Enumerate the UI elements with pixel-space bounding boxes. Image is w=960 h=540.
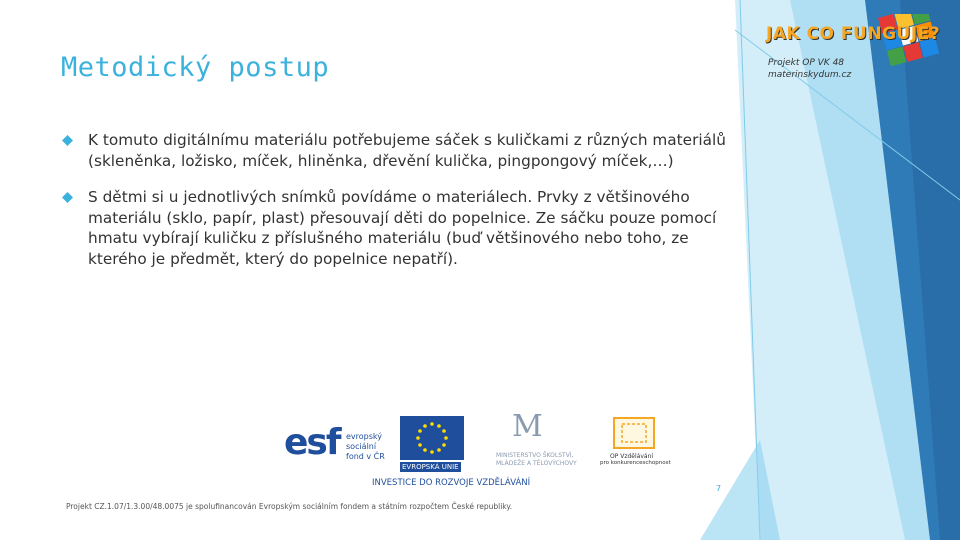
jak-co-funguje-logo — [760, 14, 950, 84]
jak-headline: JAK CO FUNGUJE? — [766, 24, 941, 44]
msmt-logo — [494, 409, 577, 472]
jak-line2: materinskydum.cz — [768, 70, 852, 80]
diamond-bullet-icon — [62, 135, 73, 146]
op-square-icon — [612, 416, 656, 450]
bullet-list — [62, 130, 732, 286]
bullet-item — [62, 187, 732, 269]
msmt-text1: MINISTERSTVO ŠKOLSTVÍ, — [496, 452, 574, 459]
esf-text2: sociální — [346, 442, 377, 451]
esf-logo — [284, 416, 394, 476]
investice-banner: INVESTICE DO ROZVOJE VZDĚLÁVÁNÍ — [372, 478, 531, 488]
msmt-text2: MLÁDEŽE A TĚLOVÝCHOVY — [496, 460, 577, 467]
funding-logos — [280, 410, 670, 490]
footer-text: Projekt CZ.1.07/1.3.00/48.0075 je spolufinancován Evropským sociálním fondem a státním rozpočtem České republiky. — [66, 502, 513, 511]
diamond-bullet-icon — [62, 192, 73, 203]
esf-word: esf — [284, 422, 340, 463]
esf-text1: evropský — [346, 432, 382, 441]
page-number: 7 — [716, 484, 722, 493]
slide-title: Metodický postup — [61, 52, 330, 83]
eu-flag-icon — [400, 416, 464, 460]
esf-text3: fond v ČR — [346, 452, 385, 461]
eu-logo — [400, 416, 468, 476]
bullet-text: S dětmi si u jednotlivých snímků povídáme o materiálech. Prvky z většinového materiálu (sklo, papír, plast) přesouvají děti do popelnice. Ze sáčku pouze pomocí hmatu vybírají kuličku z příslušného materiálu (buď většinového nebo toho, ze kterého je předmět, který do popelnice nepatří). — [88, 188, 717, 268]
op-vk-logo — [600, 416, 670, 476]
op-text1: OP Vzdělávání — [610, 453, 654, 460]
msmt-mark: M — [512, 409, 543, 444]
eu-text: EVROPSKÁ UNIE — [402, 463, 459, 471]
bullet-item — [62, 130, 732, 171]
jak-line1: Projekt OP VK 48 — [768, 58, 845, 68]
bullet-text: K tomuto digitálnímu materiálu potřebujeme sáček s kuličkami z různých materiálů (skleněnka, ložisko, míček, hliněnka, dřevění kulička, pingpongový míček,…) — [88, 131, 726, 170]
op-text2: pro konkurenceschopnost — [600, 460, 671, 466]
